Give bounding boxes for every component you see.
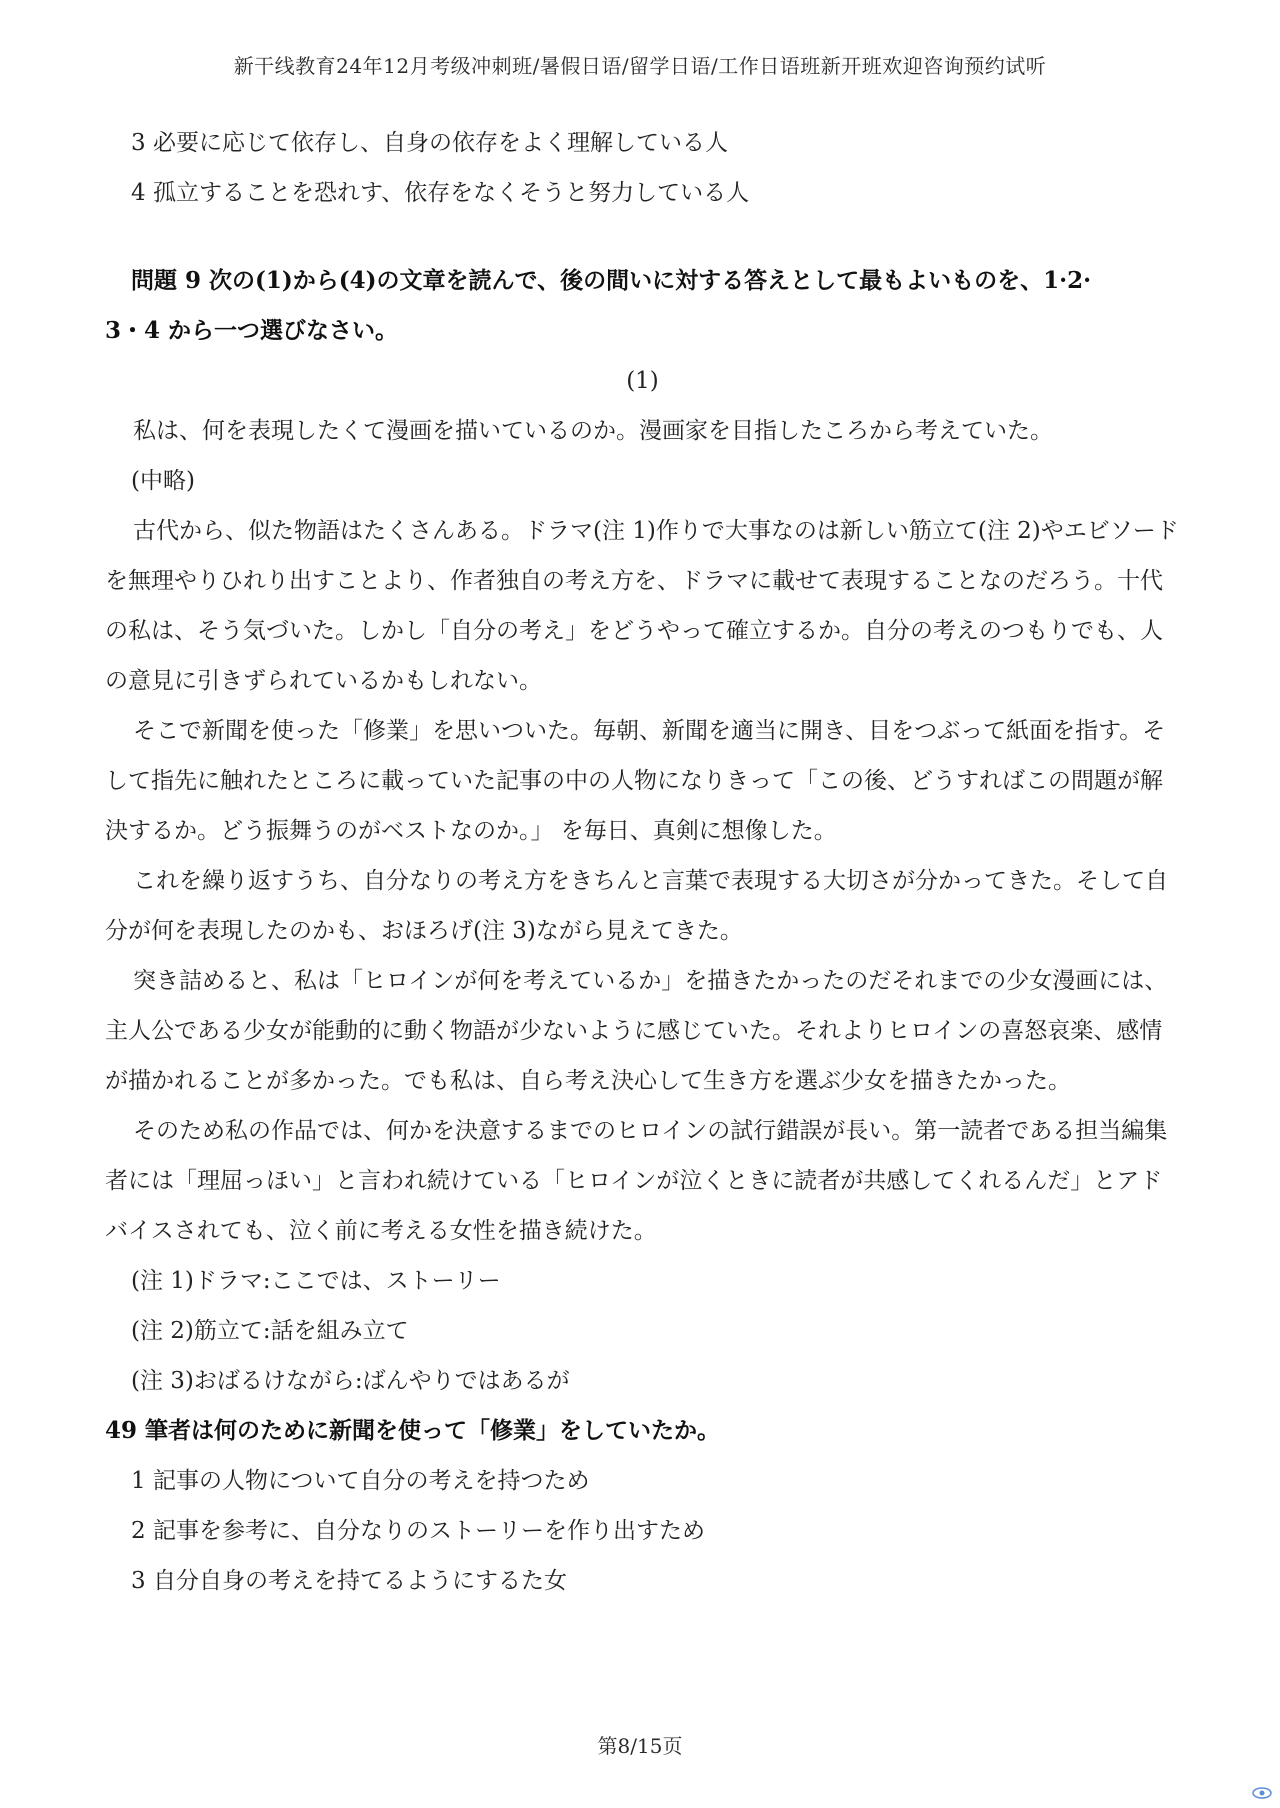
instruction-line-1: 問題 9 次の(1)から(4)の文章を読んで、後の間いに対する答えとして最もよいものを、1·2·: [131, 267, 1092, 294]
question-49: 49 筆者は何のために新聞を使って「修業」をしていたか。: [105, 1417, 721, 1444]
previous-option-4: 4 孤立することを恐れす、依存をなくそうと努力している人: [131, 180, 750, 206]
note-2: (注 2)筋立て:話を組み立て: [131, 1318, 409, 1344]
note-3: (注 3)おばるけながら:ばんやりではあるが: [131, 1368, 570, 1394]
previous-option-3: 3 必要に応じて依存し、自身の依存をよく理解している人: [131, 130, 728, 156]
page-number: 第8/15页: [597, 1734, 683, 1758]
answer-option-3: 3 自分自身の考えを持てるようにするた女: [131, 1568, 567, 1594]
answer-option-1: 1 記事の人物について自分の考えを持つため: [131, 1468, 590, 1494]
document-body: [105, 118, 1180, 1606]
note-1: (注 1)ドラマ:ここでは、ストーリー: [131, 1268, 501, 1294]
passage-paragraph-1: 私は、何を表現したくて漫画を描いているのか。漫画家を目指したころから考えていた。: [133, 418, 1053, 444]
page-header: 新干线教育24年12月考级冲刺班/暑假日语/留学日语/工作日语班新开班欢迎咨询预约试听: [233, 54, 1047, 78]
passage-omitted-marker: (中略): [131, 468, 195, 494]
section-number: (1): [626, 368, 659, 394]
passage-paragraph-5: 突き詰めると、私は「ヒロインが何を考えているか」を描きたかったのだそれまでの少女漫画には、主人公である少女が能動的に動く物語が少ないように感じていた。それよりヒロインの喜怒哀楽、感情が描かれることが多かった。でも私は、自ら考え決心して生き方を選ぶ少女を描きたかった。: [105, 968, 1168, 1094]
passage-paragraph-2: 古代から、似た物語はたくさんある。ドラマ(注 1)作りで大事なのは新しい筋立て(注 2)やエビソードを無理やりひれり出すことより、作者独自の考え方を、ドラマに載せて表現することなのだろう。十代の私は、そう気づいた。しかし「自分の考え」をどうやって確立するか。自分の考えのつもりでも、人の意見に引きずられているかもしれない。: [105, 518, 1179, 694]
question-instruction: [105, 256, 1180, 356]
instruction-line-2: 3・4 から一つ選びなさい。: [105, 317, 399, 344]
spacer: [105, 218, 1180, 256]
passage-paragraph-4: これを繰り返すうち、自分なりの考え方をきちんと言葉で表現する大切さが分かってきた。そして自分が何を表現したのかも、おほろげ(注 3)ながら見えてきた。: [105, 868, 1168, 944]
passage-paragraph-3: そこで新聞を使った「修業」を思いついた。毎朝、新聞を適当に開き、目をつぶって紙面を指す。そして指先に触れたところに載っていた記事の中の人物になりきって「この後、どうすればこの問題が解決するか。どう振舞うのがベストなのか。」 を毎日、真剣に想像した。: [105, 718, 1166, 844]
answer-option-2: 2 記事を参考に、自分なりのストーリーを作り出すため: [131, 1518, 705, 1544]
passage-paragraph-6: そのため私の作品では、何かを決意するまでのヒロインの試行錯誤が長い。第一読者である担当編集者には「理屈っほい」と言われ続けている「ヒロインが泣くときに読者が共感してくれるんだ」とアドバイスされても、泣く前に考える女性を描き続けた。: [105, 1118, 1168, 1244]
corner-logo-icon: [1252, 1786, 1272, 1800]
